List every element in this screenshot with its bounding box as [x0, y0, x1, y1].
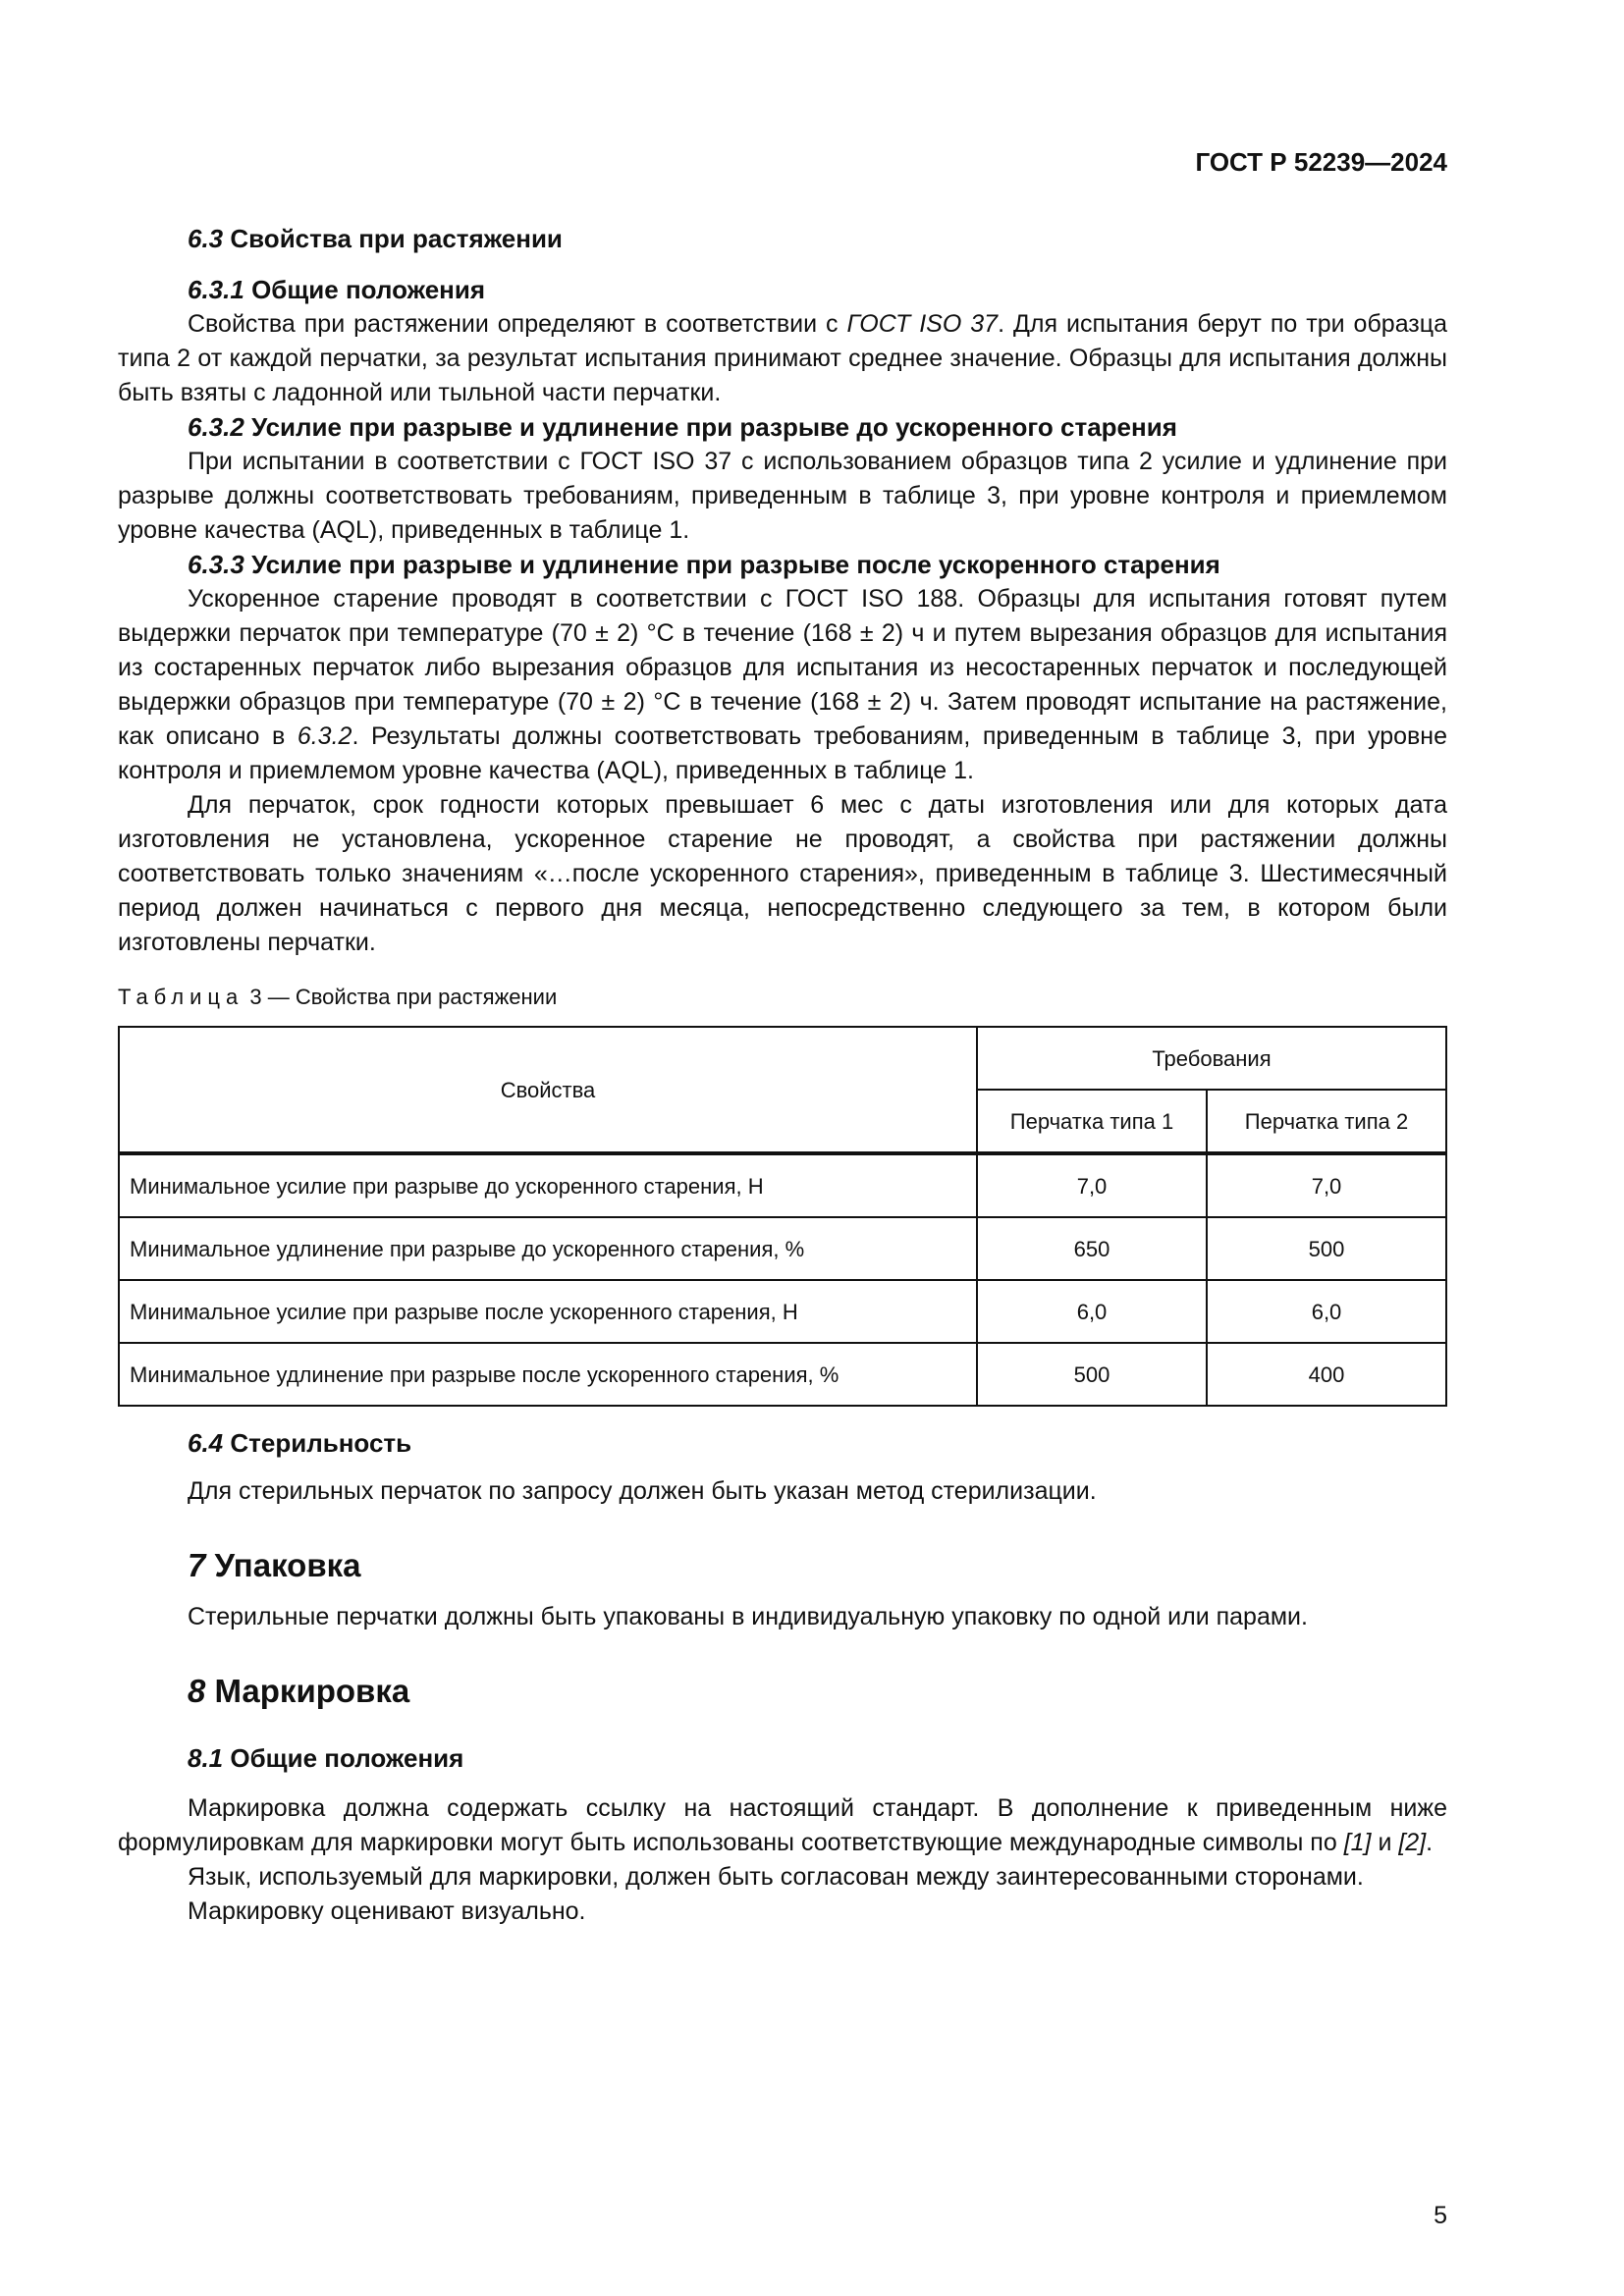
section-number: 8 [188, 1673, 206, 1709]
paragraph: Стерильные перчатки должны быть упакованы в индивидуальную упаковку по одной или парами. [188, 1603, 1308, 1630]
section-number: 6.3 [188, 224, 224, 253]
section-title: Усилие при разрыве и удлинение при разрыве до ускоренного старения [251, 412, 1177, 442]
section-title: Стерильность [230, 1428, 412, 1458]
cell-type1: 7,0 [977, 1153, 1207, 1217]
section-6-4-heading [118, 1426, 1447, 1461]
section-title: Свойства при растяжении [230, 224, 563, 253]
section-title: Общие положения [230, 1743, 464, 1773]
text-run: . Для испытания берут по три образца типа 2 от каждой перчатки, за результат испытания принимают среднее значение. Образцы для испытания должны быть взяты с ладонной или тыльной части перчатки. [118, 310, 1447, 406]
cell-property: Минимальное удлинение при разрыве до ускоренного старения, % [119, 1217, 977, 1280]
cell-type1: 650 [977, 1217, 1207, 1280]
section-6-3-3-heading [118, 548, 1447, 582]
text-run: Ускоренное старение проводят в соответствии с ГОСТ ISO 188. Образцы для испытания готовят путем выдержки перчаток при температуре (70 ± 2) °С в течение (168 ± 2) ч и путем вырезания образцов для испытания из состаренных перчаток либо вырезания образцов для испытания из несостаренных перчаток и последующей выдержки образцов при температуре (70 ± 2) °С в течение (168 ± 2) ч. Затем проводят испытание на растяжение, как описано в [118, 585, 1447, 750]
page-number: 5 [1434, 2202, 1447, 2229]
table-caption-label: Таблица [118, 985, 244, 1009]
text-run: . Результаты должны соответствовать требованиям, приведенным в таблице 3, при уровне контроля и приемлемом уровне качества (AQL), приведенных в таблице 1. [118, 722, 1448, 784]
reference-link[interactable]: ГОСТ ISO 37 [846, 310, 999, 338]
cell-type2: 500 [1207, 1217, 1446, 1280]
table-row [119, 1343, 1446, 1406]
section-7-heading [118, 1548, 1447, 1582]
section-number: 6.3.3 [188, 550, 244, 579]
table-row [119, 1217, 1446, 1280]
text-run: Маркировка должна содержать ссылку на настоящий стандарт. В дополнение к приведенным ниже формулировкам для маркировки могут быть использованы соответствующие международные символы по [118, 1794, 1447, 1856]
paragraph: Для перчаток, срок годности которых превышает 6 мес с даты изготовления или для которых дата изготовления не установлена, ускоренное старение не проводят, а свойства при растяжении должны соответствовать только значениям «…после ускоренного старения», приведенным в таблице 3. Шестимесячный период должен начинаться с первого дня месяца, непосредственно следующего за тем, в котором были изготовлены перчатки. [118, 791, 1447, 956]
cell-type1: 6,0 [977, 1280, 1207, 1343]
cell-property: Минимальное удлинение при разрыве после ускоренного старения, % [119, 1343, 977, 1406]
paragraph [118, 307, 1447, 410]
cell-property: Минимальное усилие при разрыве до ускоренного старения, Н [119, 1153, 977, 1217]
section-6-3-1-heading [118, 273, 1447, 307]
paragraph: Язык, используемый для маркировки, должен быть согласован между заинтересованными сторонами. [188, 1863, 1364, 1891]
section-number: 6.3.2 [188, 412, 244, 442]
table-header-row [119, 1027, 1446, 1090]
cell-type2: 7,0 [1207, 1153, 1446, 1217]
header-property: Свойства [119, 1027, 977, 1153]
reference-link[interactable]: [1] [1343, 1829, 1372, 1856]
section-number: 6.3.1 [188, 275, 244, 304]
header-type1: Перчатка типа 1 [977, 1090, 1207, 1153]
section-title: Усилие при разрыве и удлинение при разрыве после ускоренного старения [251, 550, 1220, 579]
section-title: Общие положения [251, 275, 486, 304]
section-8-heading [118, 1674, 1447, 1708]
paragraph: Для стерильных перчаток по запросу должен быть указан метод стерилизации. [188, 1477, 1097, 1505]
header-requirements: Требования [977, 1027, 1446, 1090]
header-type2: Перчатка типа 2 [1207, 1090, 1446, 1153]
section-6-3-heading [118, 222, 1447, 256]
page-content [118, 222, 1447, 1929]
reference-link[interactable]: 6.3.2 [297, 722, 352, 750]
cell-property: Минимальное усилие при разрыве после ускоренного старения, Н [119, 1280, 977, 1343]
table-row [119, 1153, 1446, 1217]
paragraph: Маркировку оценивают визуально. [188, 1897, 586, 1925]
text-run: . [1426, 1829, 1434, 1856]
paragraph: При испытании в соответствии с ГОСТ ISO 37 с использованием образцов типа 2 усилие и удлинение при разрыве должны соответствовать требованиям, приведенным в таблице 3, при уровне контроля и приемлемом уровне качества (AQL), приведенных в таблице 1. [118, 448, 1447, 544]
section-6-3-2-heading [118, 410, 1447, 445]
text-run: Свойства при растяжении определяют в соответствии с [188, 310, 847, 338]
table-row [119, 1280, 1446, 1343]
table-caption-text: 3 — Свойства при растяжении [244, 985, 558, 1009]
section-number: 8.1 [188, 1743, 224, 1773]
section-number: 7 [188, 1547, 206, 1583]
cell-type2: 6,0 [1207, 1280, 1446, 1343]
tensile-properties-table [118, 1026, 1447, 1407]
document-header: ГОСТ Р 52239—2024 [1195, 147, 1447, 177]
paragraph [118, 582, 1447, 788]
cell-type1: 500 [977, 1343, 1207, 1406]
paragraph [118, 1791, 1447, 1860]
text-run: и [1371, 1829, 1399, 1856]
section-8-1-heading [118, 1741, 1447, 1776]
section-number: 6.4 [188, 1428, 224, 1458]
table-caption [118, 980, 1447, 1014]
cell-type2: 400 [1207, 1343, 1446, 1406]
reference-link[interactable]: [2] [1398, 1829, 1427, 1856]
section-title: Маркировка [214, 1673, 410, 1709]
section-title: Упаковка [214, 1547, 361, 1583]
